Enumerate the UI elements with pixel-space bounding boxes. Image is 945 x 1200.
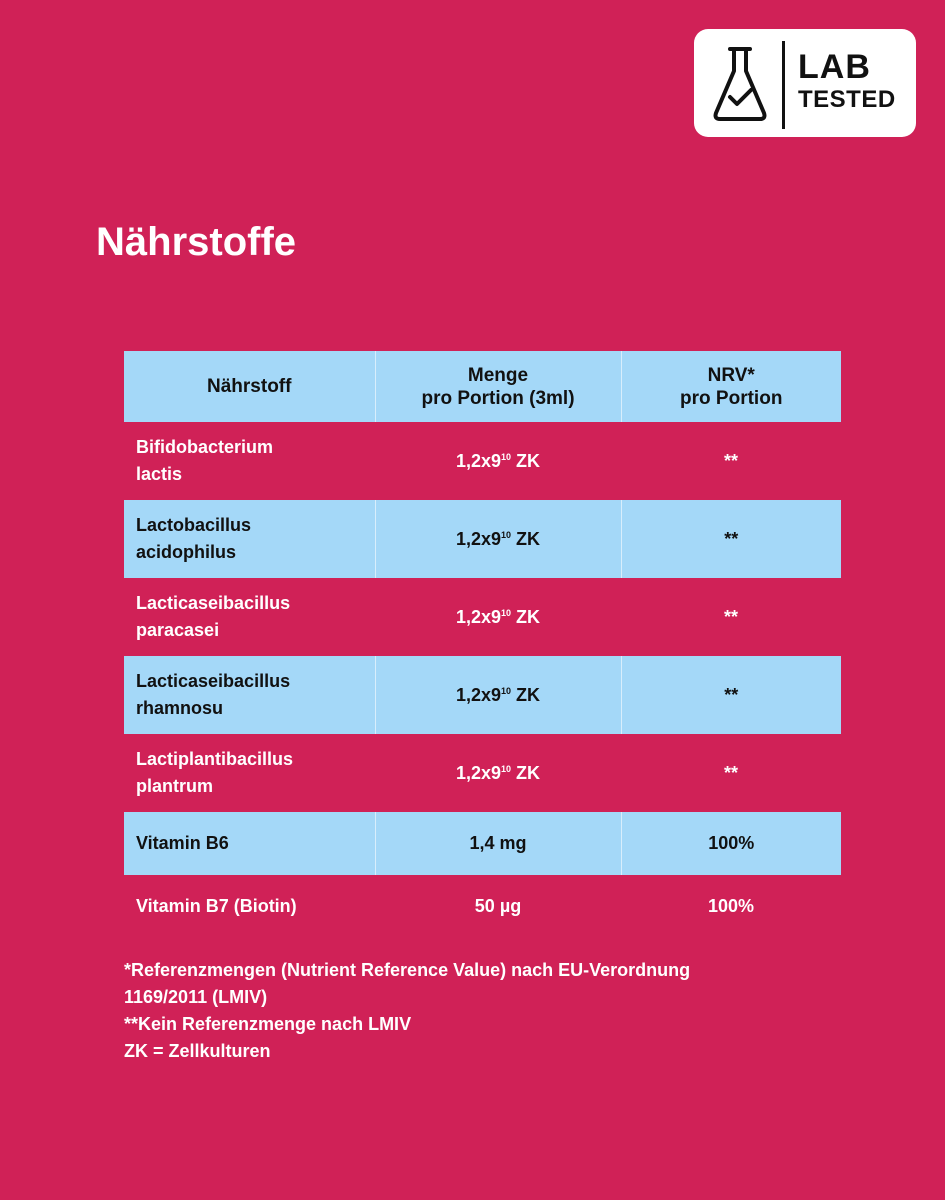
nutrient-name-line1: Lacticaseibacillus (136, 593, 291, 613)
nutrient-nrv: ** (724, 528, 739, 549)
nutrient-name-line2: plantrum (136, 776, 214, 796)
nutrient-name-line2: lactis (136, 464, 183, 484)
nutrient-name (124, 422, 375, 500)
amount-base: 1,2x9 (455, 450, 501, 471)
nutrient-name (124, 500, 375, 578)
amount-base: 1,2x9 (455, 528, 501, 549)
footnote-nrv-reference: *Referenzmengen (Nutrient Reference Value) nach EU-Verordnung (124, 960, 691, 980)
amount-unit: ZK (516, 606, 541, 627)
table-row (124, 656, 841, 734)
nutrient-name-line2: paracasei (136, 620, 220, 640)
nutrient-nrv: ** (723, 762, 738, 783)
footnote-zk-definition: ZK = Zellkulturen (124, 1041, 271, 1061)
header-nutrient (124, 351, 375, 422)
nutrient-name: Vitamin B6 (136, 833, 229, 853)
badge-label-tested: TESTED (798, 86, 896, 113)
nutrient-name-line1: Lactobacillus (136, 515, 252, 535)
amount-base: 1,2x9 (455, 684, 501, 705)
header-nutrient-label: Nährstoff (207, 376, 292, 397)
nutrient-nrv: 100% (707, 896, 755, 916)
header-amount (375, 351, 621, 422)
nutrient-amount (375, 734, 621, 812)
nutrient-name-line1: Bifidobacterium (136, 437, 274, 457)
badge-label-lab: LAB (798, 48, 871, 86)
footnote-nrv-regulation: 1169/2011 (LMIV) (124, 987, 268, 1007)
nutrient-name-line1: Lactiplantibacillus (136, 749, 294, 769)
amount-exponent: 10 (501, 529, 512, 540)
amount-unit: ZK (516, 762, 541, 783)
badge-divider (782, 41, 785, 129)
nutrient-amount (375, 656, 621, 734)
nutrient-nrv: ** (723, 606, 738, 627)
table-row (124, 812, 841, 875)
header-amount-line2: pro Portion (3ml) (421, 387, 575, 409)
flask-check-icon (708, 41, 772, 125)
table-row (124, 578, 841, 656)
header-nrv (621, 351, 841, 422)
header-amount-line1: Menge (467, 364, 529, 386)
nutrient-name-line2: acidophilus (136, 542, 237, 562)
table-row (124, 422, 841, 500)
nutrient-nrv: 100% (708, 833, 755, 853)
nutrient-amount (375, 578, 621, 656)
amount-unit: ZK (516, 450, 541, 471)
amount-exponent: 10 (501, 451, 512, 462)
table-row (124, 500, 841, 578)
header-nrv-line2: pro Portion (680, 387, 783, 409)
amount-unit: ZK (516, 684, 541, 705)
nutrient-name (124, 734, 375, 812)
nutrient-nrv: ** (724, 684, 739, 705)
nutrient-name-line1: Lacticaseibacillus (136, 671, 291, 691)
header-nrv-line1: NRV* (707, 364, 755, 386)
page-title: Nährstoffe (96, 220, 297, 264)
nutrient-table (124, 351, 841, 938)
nutrient-amount: 50 µg (474, 896, 522, 916)
nutrient-name: Vitamin B7 (Biotin) (136, 896, 297, 916)
nutrient-nrv: ** (723, 450, 738, 471)
amount-exponent: 10 (501, 763, 512, 774)
nutrient-amount: 1,4 mg (375, 812, 621, 875)
amount-exponent: 10 (501, 607, 512, 618)
nutrient-amount (375, 500, 621, 578)
footnote-no-reference: **Kein Referenzmenge nach LMIV (124, 1014, 412, 1034)
nutrient-name (124, 656, 375, 734)
footnotes (124, 957, 824, 1065)
amount-unit: ZK (516, 528, 541, 549)
lab-tested-badge (694, 29, 916, 137)
nutrient-name-line2: rhamnosu (136, 698, 224, 718)
amount-exponent: 10 (501, 685, 512, 696)
nutrient-amount (375, 422, 621, 500)
table-header-row (124, 351, 841, 422)
nutrient-name (124, 578, 375, 656)
table-row (124, 875, 841, 938)
amount-base: 1,2x9 (455, 606, 501, 627)
amount-base: 1,2x9 (455, 762, 501, 783)
table-row (124, 734, 841, 812)
